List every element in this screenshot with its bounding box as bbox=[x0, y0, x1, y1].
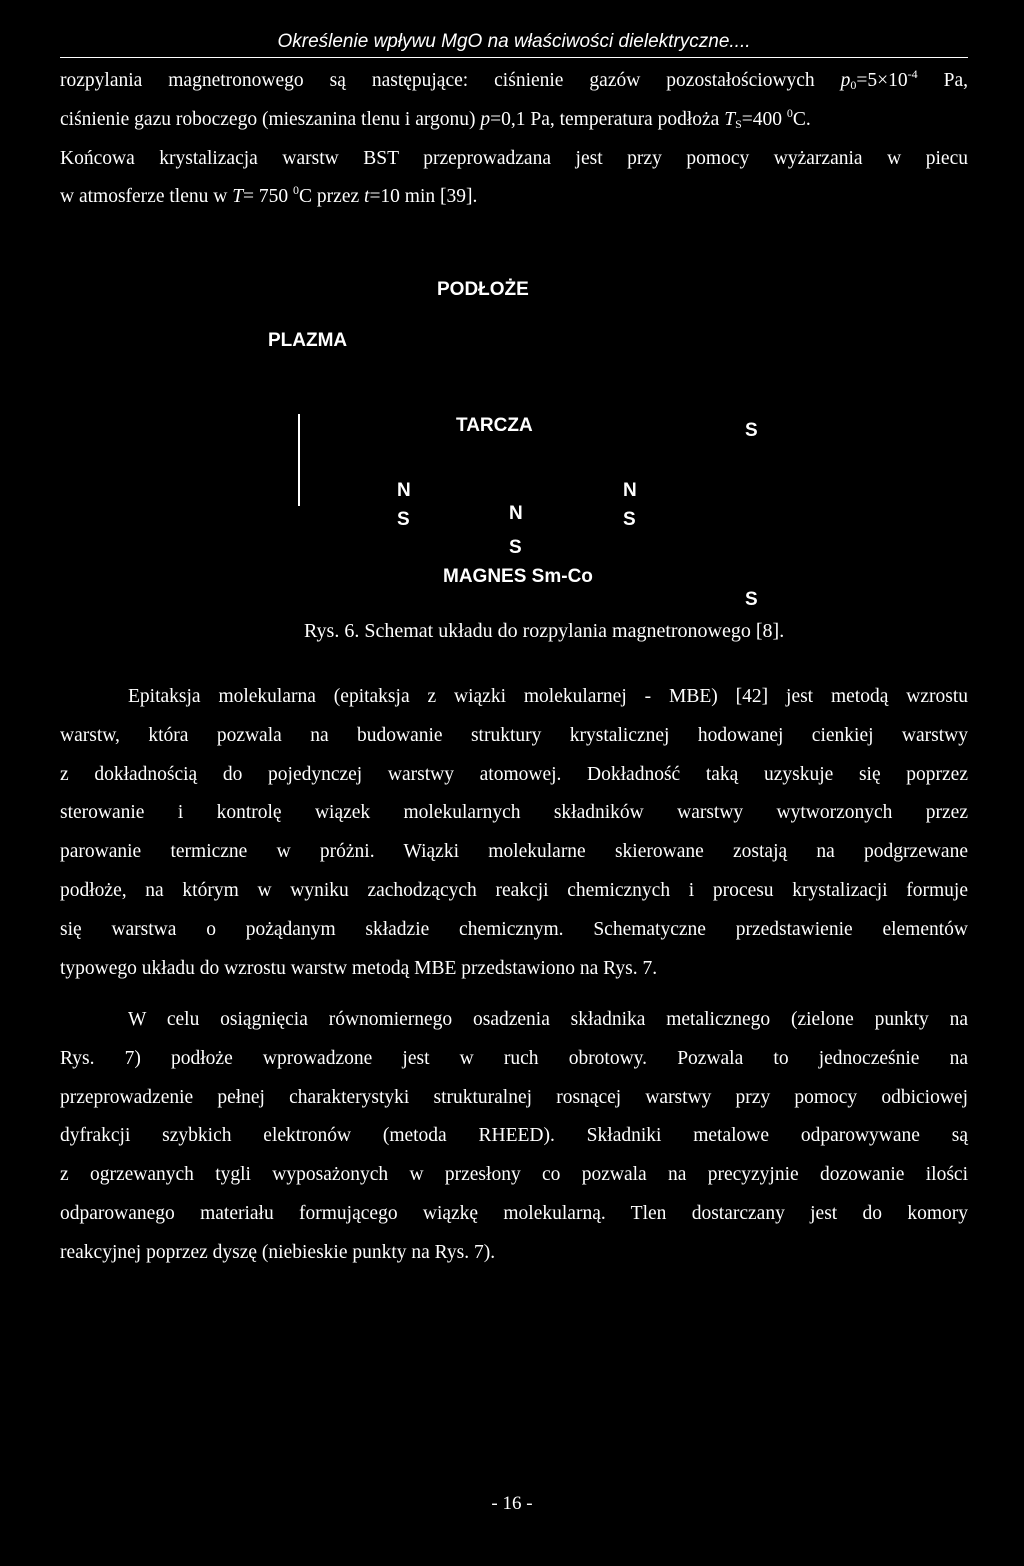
text-line: się warstwa o pożądanym składzie chemicznym. Schematyczne przedstawienie elementów bbox=[60, 918, 968, 940]
text-line: sterowanie i kontrolę wiązek molekularnych składników warstwy wytworzonych przez bbox=[60, 802, 968, 824]
text-line: typowego układu do wzrostu warstw metodą MBE przedstawiono na Rys. 7. bbox=[60, 957, 658, 979]
label-magnet: MAGNES Sm-Co bbox=[443, 566, 593, 587]
text-line: w atmosferze tlenu w T= 750 $^0$C przez t=10 min [39]. bbox=[60, 183, 478, 208]
pole-n-middle: N bbox=[509, 503, 523, 524]
text-line: W celu osiągnięcia równomiernego osadzenia składnika metalicznego (zielone punkty na bbox=[128, 1009, 968, 1030]
text-line: Epitaksja molekularna (epitaksja z wiązki molekularnej - MBE) [42] jest metodą wzrostu bbox=[128, 686, 968, 707]
label-substrate: PODŁOŻE bbox=[437, 279, 529, 300]
text-line: warstw, która pozwala na budowanie struktury krystalicznej hodowanej cienkiej warstwy bbox=[60, 724, 968, 746]
pole-s-top: S bbox=[745, 420, 758, 441]
header-rule bbox=[60, 57, 968, 58]
page-number: - 16 - bbox=[491, 1493, 533, 1514]
text-line: ciśnienie gazu roboczego (mieszanina tlenu i argonu) p=0,1 Pa, temperatura podłoża $T_S=400$ $^0$C. bbox=[60, 105, 811, 131]
pole-n-right: N bbox=[623, 480, 637, 501]
text-line: z ogrzewanych tygli wyposażonych w przesłony co pozwala na precyzyjnie dozowanie ilości bbox=[60, 1164, 968, 1186]
text-line: odparowanego materiału formującego wiązkę molekularną. Tlen dostarczany jest do komory bbox=[60, 1202, 968, 1224]
pole-s-middle: S bbox=[509, 537, 522, 558]
text-line: Końcowa krystalizacja warstw BST przeprowadzana jest przy pomocy wyżarzania w piecu bbox=[60, 147, 968, 169]
text-line: przeprowadzenie pełnej charakterystyki strukturalnej rosnącej warstwy przy pomocy odbiciowej bbox=[60, 1086, 968, 1108]
text-line: Rys. 7) podłoże wprowadzone jest w ruch obrotowy. Pozwala to jednocześnie na bbox=[60, 1047, 968, 1069]
pole-n-left: N bbox=[397, 480, 411, 501]
text-line: z dokładnością do pojedynczej warstwy atomowej. Dokładność taką uzyskuje się poprzez bbox=[60, 763, 968, 785]
text-line: rozpylania magnetronowego są następujące: ciśnienie gazów pozostałościowych $p_0=5\times 10^{-4}$ Pa, bbox=[60, 67, 968, 92]
pole-s-bottom: S bbox=[745, 589, 758, 610]
pole-s-right: S bbox=[623, 509, 636, 530]
text-line: podłoże, na którym w wyniku zachodzących reakcji chemicznych i procesu krystalizacji formuje bbox=[60, 879, 968, 901]
pole-s-left: S bbox=[397, 509, 410, 530]
paragraph-substrate-rotation bbox=[60, 1001, 968, 1273]
paragraph-mbe bbox=[60, 678, 968, 988]
text-line: reakcyjnej poprzez dyszę (niebieskie punkty na Rys. 7). bbox=[60, 1241, 496, 1263]
label-plasma: PLAZMA bbox=[268, 330, 348, 351]
target-edge-mark bbox=[298, 414, 300, 506]
paragraph-sputtering-parameters bbox=[60, 62, 968, 217]
text-line: dyfrakcji szybkich elektronów (metoda RHEED). Składniki metalowe odparowywane są bbox=[60, 1125, 968, 1147]
figure-caption: Rys. 6. Schemat układu do rozpylania magnetronowego [8]. bbox=[304, 620, 785, 642]
text-line: parowanie termiczne w próżni. Wiązki molekularne skierowane zostają na podgrzewane bbox=[60, 841, 968, 863]
running-header: Określenie wpływu MgO na właściwości dielektryczne.... bbox=[277, 31, 751, 52]
label-target: TARCZA bbox=[456, 415, 533, 436]
